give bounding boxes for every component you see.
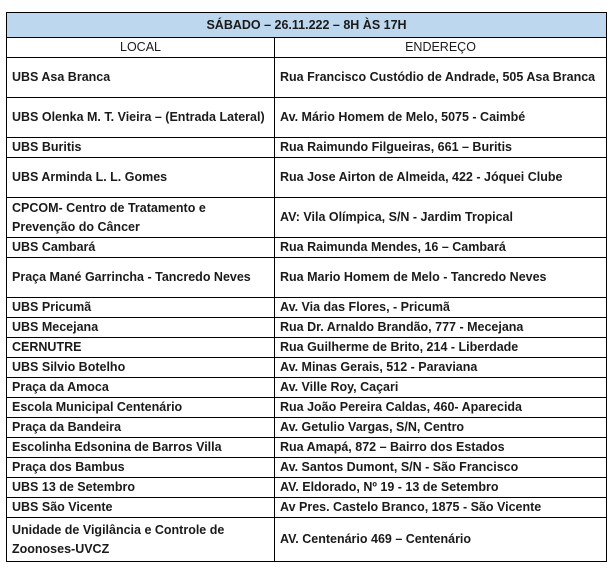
cell-endereco: AV. Eldorado, Nº 19 - 13 de Setembro [275, 478, 607, 498]
cell-local: Praça Mané Garrincha - Tancredo Neves [7, 258, 275, 298]
cell-local: UBS Olenka M. T. Vieira – (Entrada Lateral) [7, 98, 275, 138]
cell-endereco: Rua Raimunda Mendes, 16 – Cambará [275, 238, 607, 258]
table-row [7, 258, 607, 298]
cell-local: Praça dos Bambus [7, 458, 275, 478]
cell-endereco: Rua Francisco Custódio de Andrade, 505 Asa Branca [275, 58, 607, 98]
table-row [7, 478, 607, 498]
cell-endereco: Av. Ville Roy, Caçari [275, 378, 607, 398]
schedule-table [6, 12, 607, 562]
cell-local: Escolinha Edsonina de Barros Villa [7, 438, 275, 458]
cell-local: CPCOM- Centro de Tratamento e Prevenção do Câncer [7, 198, 275, 238]
table-row [7, 418, 607, 438]
cell-local: UBS Mecejana [7, 318, 275, 338]
cell-endereco: Av. Mário Homem de Melo, 5075 - Caimbé [275, 98, 607, 138]
cell-local: UBS 13 de Setembro [7, 478, 275, 498]
table-row [7, 298, 607, 318]
cell-endereco: Av Pres. Castelo Branco, 1875 - São Vicente [275, 498, 607, 518]
table-row [7, 358, 607, 378]
cell-local: Escola Municipal Centenário [7, 398, 275, 418]
cell-local: UBS São Vicente [7, 498, 275, 518]
cell-endereco: Rua Jose Airton de Almeida, 422 - Jóquei Clube [275, 158, 607, 198]
table-row [7, 398, 607, 418]
cell-local: UBS Silvio Botelho [7, 358, 275, 378]
cell-endereco: AV: Vila Olímpica, S/N - Jardim Tropical [275, 198, 607, 238]
table-row [7, 198, 607, 238]
cell-local: CERNUTRE [7, 338, 275, 358]
cell-local: UBS Cambará [7, 238, 275, 258]
table-row [7, 518, 607, 562]
cell-endereco: AV. Centenário 469 – Centenário [275, 518, 607, 562]
cell-endereco: Rua Raimundo Filgueiras, 661 – Buritis [275, 138, 607, 158]
cell-endereco: Rua Guilherme de Brito, 214 - Liberdade [275, 338, 607, 358]
table-row [7, 238, 607, 258]
cell-local: Praça da Bandeira [7, 418, 275, 438]
table-row [7, 318, 607, 338]
table-row [7, 498, 607, 518]
cell-endereco: Rua Amapá, 872 – Bairro dos Estados [275, 438, 607, 458]
table-row [7, 158, 607, 198]
schedule-title: SÁBADO – 26.11.222 – 8H ÀS 17H [7, 13, 607, 38]
cell-local: UBS Buritis [7, 138, 275, 158]
table-row [7, 98, 607, 138]
cell-endereco: Rua Dr. Arnaldo Brandão, 777 - Mecejana [275, 318, 607, 338]
cell-endereco: Av. Santos Dumont, S/N - São Francisco [275, 458, 607, 478]
column-header-endereco: ENDEREÇO [275, 38, 607, 58]
cell-endereco: Av. Via das Flores, - Pricumã [275, 298, 607, 318]
cell-endereco: Av. Getulio Vargas, S/N, Centro [275, 418, 607, 438]
table-row [7, 138, 607, 158]
cell-endereco: Rua Mario Homem de Melo - Tancredo Neves [275, 258, 607, 298]
cell-local: UBS Pricumã [7, 298, 275, 318]
table-row [7, 58, 607, 98]
table-row [7, 458, 607, 478]
cell-local: UBS Arminda L. L. Gomes [7, 158, 275, 198]
cell-local: UBS Asa Branca [7, 58, 275, 98]
table-row [7, 438, 607, 458]
cell-local: Unidade de Vigilância e Controle de Zoonoses-UVCZ [7, 518, 275, 562]
column-header-local: LOCAL [7, 38, 275, 58]
table-row [7, 338, 607, 358]
cell-endereco: Av. Minas Gerais, 512 - Paraviana [275, 358, 607, 378]
table-row [7, 378, 607, 398]
cell-endereco: Rua João Pereira Caldas, 460- Aparecida [275, 398, 607, 418]
cell-local: Praça da Amoca [7, 378, 275, 398]
